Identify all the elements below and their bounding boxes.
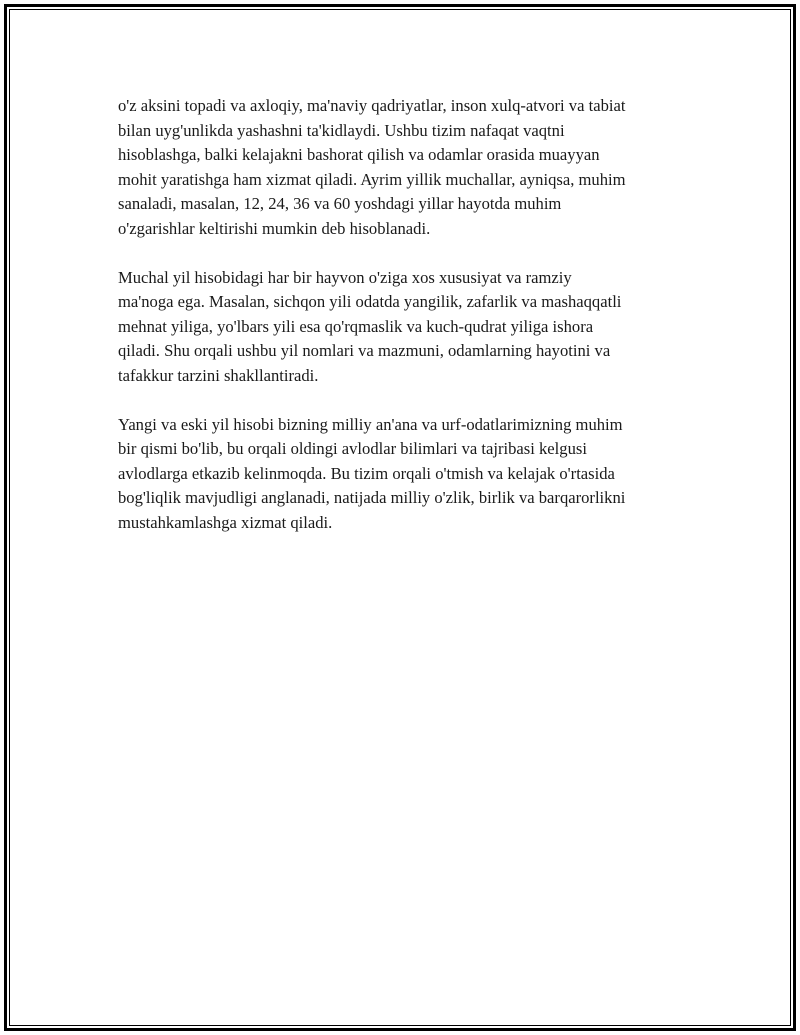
page-border xyxy=(4,4,796,1031)
paragraph-1: o'z aksini topadi va axloqiy, ma'naviy qadriyatlar, inson xulq-atvori va tabiat bilan uyg'unlikda yashashni ta'kidlaydi. Ushbu tizim nafaqat vaqtni hisoblashga, balki kelajakni bashorat qilish va odamlar orasida muayyan mohit yaratishga ham xizmat qiladi. Ayrim yillik muchallar, ayniqsa, muhim sanaladi, masalan, 12, 24, 36 va 60 yoshdagi yillar hayotda muhim o'zgarishlar keltirishi mumkin deb hisoblanadi. xyxy=(118,96,626,238)
paragraph-2: Muchal yil hisobidagi har bir hayvon o'ziga xos xususiyat va ramziy ma'noga ega. Masalan, sichqon yili odatda yangilik, zafarlik va mashaqqatli mehnat yiliga, yo'lbars yili esa qo'rqmaslik va kuch-qudrat yiliga ishora qiladi. Shu orqali ushbu yil nomlari va mazmuni, odamlarning hayotini va tafakkur tarzini shakllantiradi. xyxy=(118,267,622,385)
paragraph-3: Yangi va eski yil hisobi bizning milliy an'ana va urf-odatlarimizning muhim bir qismi bo'lib, bu orqali oldingi avlodlar bilimlari va tajribasi kelgusi avlodlarga etkazib kelinmoqda. Bu tizim orqali o'tmish va kelajak o'rtasida bog'liqlik mavjudligi anglanadi, natijada milliy o'zlik, birlik va barqarorlikni mustahkamlashga xizmat qiladi. xyxy=(118,414,626,532)
document-body xyxy=(118,94,708,560)
